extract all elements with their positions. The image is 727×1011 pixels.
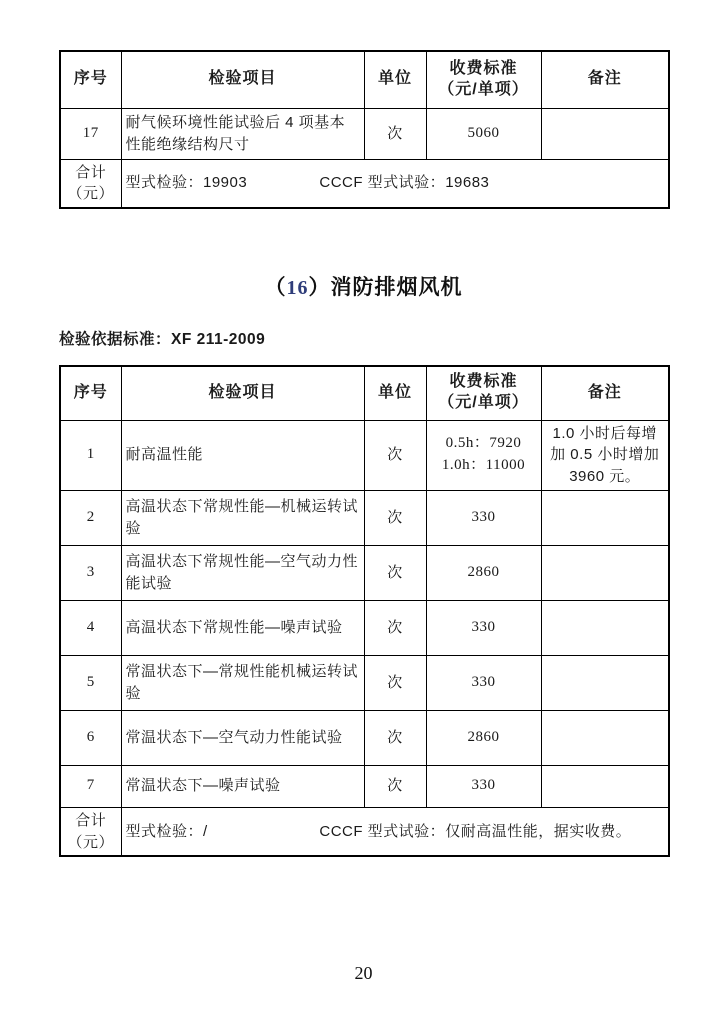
table-row [60,765,669,807]
cell-unit: 次 [364,108,426,159]
total-label-line2: （元） [67,185,114,203]
cell-remark [541,108,669,159]
cell-no: 4 [60,600,121,655]
cell-no: 6 [60,710,121,765]
total-line [126,172,665,194]
cell-remark [541,710,669,765]
cell-fee: 330 [426,765,541,807]
cell-no: 5 [60,655,121,710]
cell-fee: 2860 [426,710,541,765]
total-cccf-test: CCCF 型式试验：仅耐高温性能，据实收费。 [319,822,632,840]
cell-unit: 次 [364,600,426,655]
section-title [59,273,668,303]
cell-unit: 次 [364,545,426,600]
cell-unit: 次 [364,420,426,490]
cell-item: 常温状态下—噪声试验 [121,765,364,807]
header-unit: 单位 [364,366,426,420]
cell-fee: 330 [426,655,541,710]
fee-line-2: 1.0h：11000 [441,457,526,474]
table2-total-row [60,807,669,856]
table1-total-row [60,159,669,208]
header-no: 序号 [60,366,121,420]
total-body [121,807,669,856]
standard-reference-line: 检验依据标准：XF 211-2009 [59,331,266,348]
header-fee-line2: （元/单项） [438,80,529,98]
cell-no: 17 [60,108,121,159]
cell-remark: 1.0 小时后每增加 0.5 小时增加 3960 元。 [541,420,669,490]
total-cccf-test: CCCF 型式试验：19683 [319,174,490,192]
cell-item: 高温状态下常规性能—机械运转试验 [121,490,364,545]
table-row [60,490,669,545]
table1-header-row [60,51,669,108]
cell-item: 常温状态下—空气动力性能试验 [121,710,364,765]
title-paren-close: ） [308,276,331,299]
header-remark: 备注 [541,366,669,420]
cell-item: 高温状态下常规性能—噪声试验 [121,600,364,655]
cell-fee: 2860 [426,545,541,600]
page-number: 20 [354,963,373,983]
cell-remark [541,655,669,710]
total-label-line1: 合计 [75,811,107,829]
fee-table-continued [59,50,670,209]
header-no: 序号 [60,51,121,108]
table-row [60,655,669,710]
total-label-line2: （元） [67,833,114,851]
cell-item: 高温状态下常规性能—空气动力性能试验 [121,545,364,600]
cell-item: 耐高温性能 [121,420,364,490]
page-content [59,50,668,857]
header-item: 检验项目 [121,366,364,420]
cell-remark [541,765,669,807]
total-label [60,807,121,856]
header-remark: 备注 [541,51,669,108]
cell-item: 耐气候环境性能试验后 4 项基本性能绝缘结构尺寸 [121,108,364,159]
cell-no: 7 [60,765,121,807]
total-body [121,159,669,208]
total-line [126,821,665,843]
header-fee-line1: 收费标准 [449,373,518,391]
cell-fee: 5060 [426,108,541,159]
title-paren-open: （ [264,276,287,299]
title-number: 16 [286,277,309,299]
cell-unit: 次 [364,655,426,710]
header-fee [426,366,541,420]
total-type-test: 型式检验：19903 [125,174,248,192]
cell-fee: 330 [426,490,541,545]
table-row [60,710,669,765]
header-fee [426,51,541,108]
table-row [60,420,669,490]
total-type-test: 型式检验：/ [125,822,208,840]
cell-no: 3 [60,545,121,600]
table-row [60,545,669,600]
header-item: 检验项目 [121,51,364,108]
fee-line-1: 0.5h：7920 [445,435,522,452]
total-label [60,159,121,208]
cell-unit: 次 [364,710,426,765]
cell-no: 2 [60,490,121,545]
header-unit: 单位 [364,51,426,108]
cell-unit: 次 [364,765,426,807]
header-fee-line2: （元/单项） [438,394,529,412]
cell-unit: 次 [364,490,426,545]
total-label-line1: 合计 [75,163,107,181]
cell-remark [541,490,669,545]
cell-no: 1 [60,420,121,490]
cell-fee: 330 [426,600,541,655]
table2-header-row [60,366,669,420]
table-row [60,108,669,159]
cell-remark [541,600,669,655]
fee-table-main [59,365,670,857]
cell-item: 常温状态下—常规性能机械运转试验 [121,655,364,710]
header-fee-line1: 收费标准 [449,59,518,77]
cell-fee [426,420,541,490]
cell-remark [541,545,669,600]
title-text: 消防排烟风机 [330,276,463,299]
table-row [60,600,669,655]
